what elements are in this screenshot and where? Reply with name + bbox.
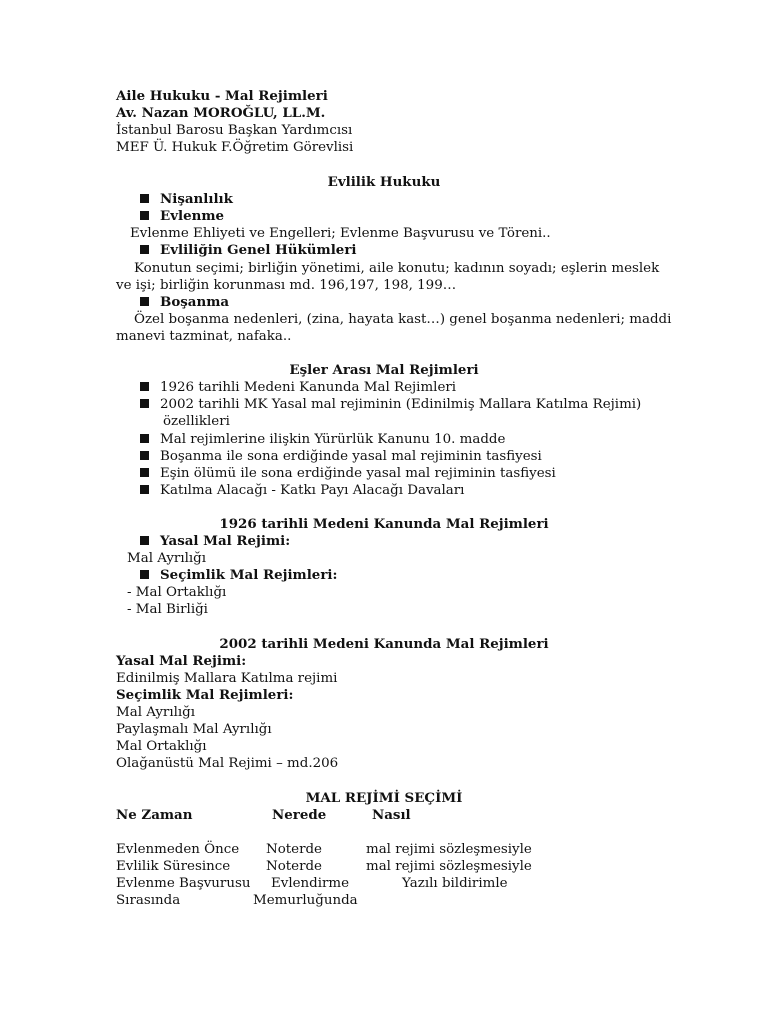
square-bullet-icon (140, 211, 149, 220)
table-cell: mal rejimi sözleşmesiyle (366, 842, 532, 857)
bullet-label: Nişanlılık (160, 191, 233, 207)
paragraph-text: ve işi; birliğin korunması md. 196,197, 198, 199… (116, 278, 457, 293)
list-item-continuation: özellikleri (163, 414, 230, 429)
table-cell: Noterde (266, 859, 322, 874)
table-cell: Noterde (266, 842, 322, 857)
section-heading-2002: 2002 tarihli Medeni Kanunda Mal Rejimleri (219, 636, 549, 652)
square-bullet-icon (140, 399, 149, 408)
author-name: Av. Nazan MOROĞLU, LL.M. (116, 105, 326, 121)
bullet-label: Seçimlik Mal Rejimleri: (160, 567, 338, 583)
paragraph-text: Konutun seçimi; birliğin yönetimi, aile konutu; kadının soyadı; eşlerin meslek (134, 261, 660, 276)
square-bullet-icon (140, 536, 149, 545)
list-item: Mal Ortaklığı (116, 739, 207, 754)
list-item (140, 448, 542, 465)
table-cell: mal rejimi sözleşmesiyle (366, 859, 532, 874)
paragraph-text: manevi tazminat, nafaka.. (116, 329, 292, 344)
square-bullet-icon (140, 468, 149, 477)
author-role-2: MEF Ü. Hukuk F.Öğretim Görevlisi (116, 140, 354, 155)
square-bullet-icon (140, 570, 149, 579)
list-item (140, 482, 464, 499)
bullet-item (140, 242, 356, 259)
table-cell: Yazılı bildirimle (402, 876, 508, 891)
list-item: Olağanüstü Mal Rejimi – md.206 (116, 756, 339, 771)
square-bullet-icon (140, 451, 149, 460)
list-item (140, 379, 456, 396)
paragraph-text: Edinilmiş Mallara Katılma rejimi (116, 671, 338, 686)
bullet-item (140, 533, 290, 550)
paragraph-text: - Mal Birliği (127, 602, 208, 617)
table-cell: Sırasında (116, 893, 181, 908)
list-item-label: Boşanma ile sona erdiğinde yasal mal rejiminin tasfiyesi (160, 449, 542, 464)
square-bullet-icon (140, 485, 149, 494)
paragraph-text: Mal Ayrılığı (127, 551, 207, 566)
list-item-label: 1926 tarihli Medeni Kanunda Mal Rejimleri (160, 380, 457, 395)
document-title: Aile Hukuku - Mal Rejimleri (116, 88, 328, 104)
bullet-item (140, 191, 233, 208)
bullet-label: Boşanma (160, 294, 230, 310)
list-item-label: Eşin ölümü ile sona erdiğinde yasal mal rejiminin tasfiyesi (160, 466, 556, 481)
subheading-secimlik: Seçimlik Mal Rejimleri: (116, 687, 294, 703)
list-item: Paylaşmalı Mal Ayrılığı (116, 722, 272, 737)
section-heading-esler: Eşler Arası Mal Rejimleri (289, 362, 479, 378)
square-bullet-icon (140, 434, 149, 443)
list-item-label: Mal rejimlerine ilişkin Yürürlük Kanunu 10. madde (160, 432, 506, 447)
bullet-item (140, 208, 224, 225)
column-header: Nasıl (372, 807, 411, 823)
bullet-item (140, 294, 229, 311)
table-cell: Evlendirme (271, 876, 350, 891)
section-heading-evlilik: Evlilik Hukuku (327, 174, 441, 190)
list-item-label: Katılma Alacağı - Katkı Payı Alacağı Davaları (160, 483, 465, 498)
column-header: Ne Zaman (116, 807, 193, 823)
list-item (140, 465, 556, 482)
paragraph-text: - Mal Ortaklığı (127, 585, 227, 600)
bullet-item (140, 567, 337, 584)
square-bullet-icon (140, 382, 149, 391)
table-cell: Evlenmeden Önce (116, 842, 240, 857)
section-heading-secim: MAL REJİMİ SEÇİMİ (305, 790, 463, 806)
bullet-label: Evlenme (160, 208, 225, 224)
list-item (140, 431, 505, 448)
square-bullet-icon (140, 245, 149, 254)
list-item (140, 396, 641, 413)
square-bullet-icon (140, 297, 149, 306)
column-header: Nerede (272, 807, 327, 823)
paragraph-text: Özel boşanma nedenleri, (zina, hayata kast…) genel boşanma nedenleri; maddi (134, 312, 672, 327)
table-cell: Evlenme Başvurusu (116, 876, 251, 891)
bullet-label: Yasal Mal Rejimi: (160, 533, 291, 549)
list-item-label: 2002 tarihli MK Yasal mal rejiminin (Edinilmiş Mallara Katılma Rejimi) (160, 397, 642, 412)
bullet-label: Evliliğin Genel Hükümleri (160, 242, 357, 258)
table-cell: Evlilik Süresince (116, 859, 231, 874)
subheading-yasal: Yasal Mal Rejimi: (116, 653, 247, 669)
list-item: Mal Ayrılığı (116, 705, 196, 720)
paragraph-text: Evlenme Ehliyeti ve Engelleri; Evlenme Başvurusu ve Töreni.. (130, 226, 551, 241)
section-heading-1926: 1926 tarihli Medeni Kanunda Mal Rejimleri (219, 516, 549, 532)
author-role-1: İstanbul Barosu Başkan Yardımcısı (116, 123, 353, 138)
square-bullet-icon (140, 194, 149, 203)
table-cell: Memurluğunda (253, 893, 358, 908)
